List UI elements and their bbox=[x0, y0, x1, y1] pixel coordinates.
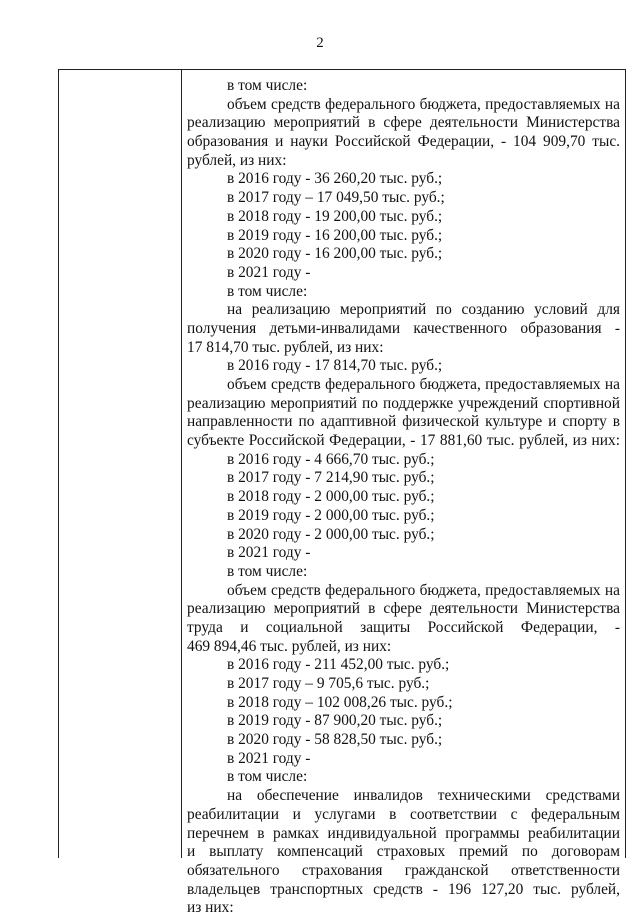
text-line: в 2021 году - bbox=[227, 544, 311, 562]
text-line: в 2017 году – 17 049,50 тыс. руб.; bbox=[227, 189, 445, 207]
text-line: 469 894,46 тыс. рублей, из них: bbox=[187, 637, 392, 655]
text-line: в 2017 году - 7 214,90 тыс. руб.; bbox=[227, 469, 435, 487]
text-line: реализацию мероприятий по поддержке учреждений спортивной bbox=[187, 394, 620, 412]
text-line: на реализацию мероприятий по созданию условий для bbox=[227, 301, 620, 319]
text-line: в 2018 году – 102 008,26 тыс. руб.; bbox=[227, 693, 453, 711]
text-line: в 2016 году - 4 666,70 тыс. руб.; bbox=[227, 450, 435, 468]
text-line: владельцев транспортных средств - 196 127,20 тыс. рублей, bbox=[187, 880, 620, 898]
text-line: в 2016 году - 211 452,00 тыс. руб.; bbox=[227, 656, 450, 674]
text-line: получения детьми-инвалидами качественного образования - bbox=[187, 319, 620, 337]
text-line: в 2017 году – 9 705,6 тыс. руб.; bbox=[227, 675, 430, 692]
text-line: рублей, из них: bbox=[187, 151, 287, 169]
text-line: в 2020 году - 16 200,00 тыс. руб.; bbox=[227, 245, 443, 263]
text-line: в 2018 году - 19 200,00 тыс. руб.; bbox=[227, 207, 443, 225]
text-line: объем средств федерального бюджета, предоставляемых на bbox=[227, 581, 620, 599]
text-line: в том числе: bbox=[227, 768, 308, 786]
text-line: в том числе: bbox=[227, 77, 308, 94]
text-line: объем средств федерального бюджета, предоставляемых на bbox=[227, 376, 620, 393]
table-content-cell bbox=[187, 77, 620, 918]
page-number: 2 bbox=[316, 35, 324, 51]
text-line: объем средств федерального бюджета, предоставляемых на bbox=[227, 95, 620, 113]
text-line: в 2021 году - bbox=[227, 749, 311, 767]
text-line: реабилитации и услугами в соответствии с федеральным bbox=[187, 805, 620, 823]
text-line: в 2016 году - 17 814,70 тыс. руб.; bbox=[227, 357, 443, 375]
text-line: в 2018 году - 2 000,00 тыс. руб.; bbox=[227, 488, 435, 506]
text-line: перечнем в рамках индивидуальной программы реабилитации bbox=[187, 824, 620, 842]
text-line: в 2021 году - bbox=[227, 263, 311, 281]
text-line: 17 814,70 тыс. рублей, из них: bbox=[187, 338, 384, 356]
column-divider bbox=[181, 70, 182, 858]
text-line: труда и социальной защиты Российской Федерации, - bbox=[187, 618, 620, 636]
text-line: из них: bbox=[187, 899, 234, 917]
text-line: в 2020 году - 2 000,00 тыс. руб.; bbox=[227, 525, 435, 543]
text-line: субъекте Российской Федерации, - 17 881,60 тыс. рублей, из них: bbox=[187, 432, 620, 450]
text-line: в 2019 году - 87 900,20 тыс. руб.; bbox=[227, 712, 443, 730]
text-line: направленности по адаптивной физической культуре и спорту в bbox=[187, 413, 620, 431]
text-line: на обеспечение инвалидов техническими средствами bbox=[227, 787, 620, 805]
text-line: образования и науки Российской Федерации, - 104 909,70 тыс. bbox=[187, 133, 620, 151]
text-line: реализацию мероприятий в сфере деятельности Министерства bbox=[187, 600, 620, 618]
text-line: в 2019 году - 2 000,00 тыс. руб.; bbox=[227, 506, 435, 524]
text-line: в том числе: bbox=[227, 562, 308, 580]
text-line: в том числе: bbox=[227, 282, 308, 300]
text-line: в 2020 году - 58 828,50 тыс. руб.; bbox=[227, 731, 443, 749]
text-line: в 2019 году - 16 200,00 тыс. руб.; bbox=[227, 226, 443, 244]
document-table bbox=[58, 69, 626, 917]
text-line: в 2016 году - 36 260,20 тыс. руб.; bbox=[227, 170, 443, 188]
text-line: реализацию мероприятий в сфере деятельности Министерства bbox=[187, 114, 620, 132]
text-line: обязательного страхования гражданской ответственности bbox=[187, 861, 620, 879]
text-line: и выплату компенсаций страховых премий по договорам bbox=[187, 843, 620, 861]
